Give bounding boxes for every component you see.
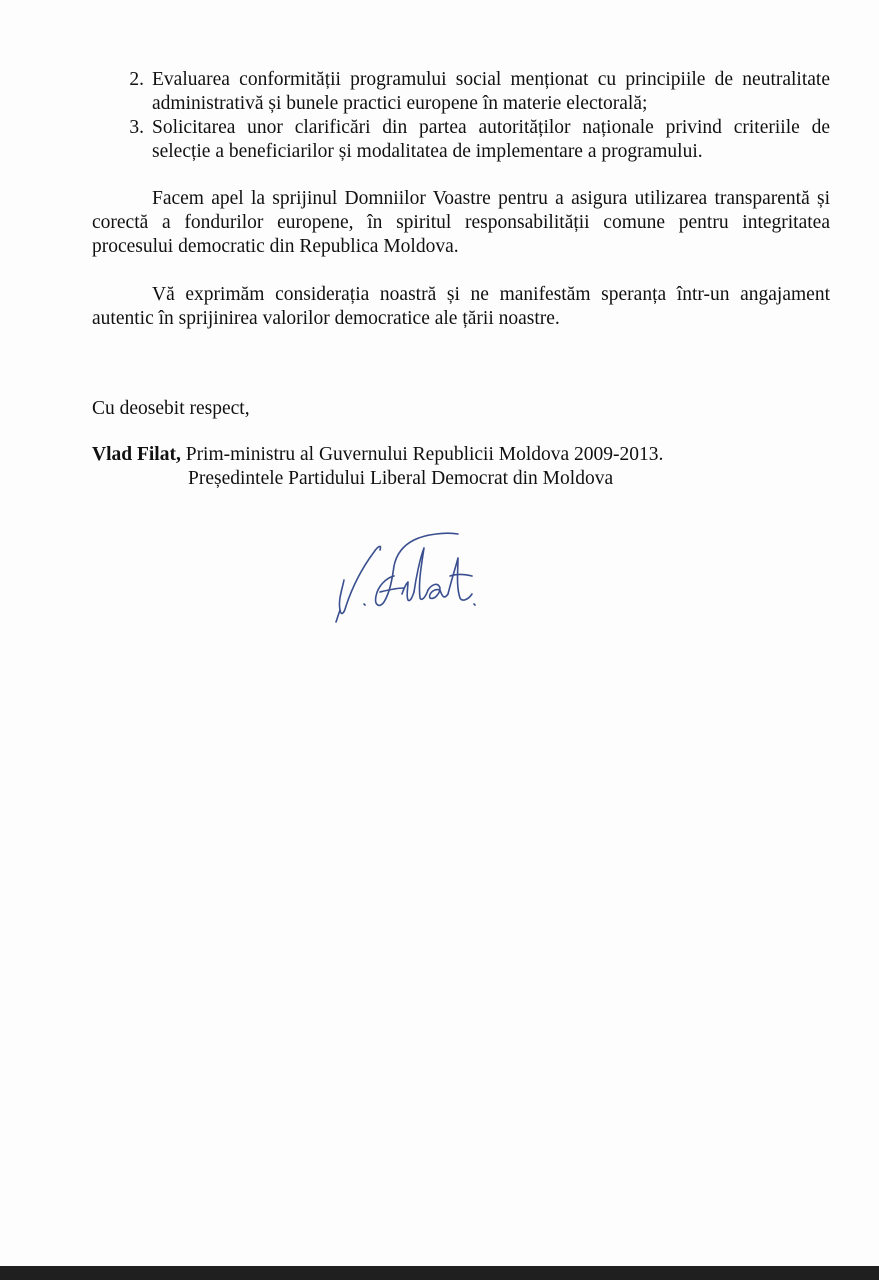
closing-salutation: Cu deosebit respect,: [92, 398, 250, 419]
list-item-number: 3.: [129, 117, 144, 138]
signatory-title: Prim-ministru al Guvernului Republicii Moldova 2009-2013.: [180, 444, 664, 465]
list-item-text: Solicitarea unor clarificări din partea autorităților naționale privind criteriile de selecție a beneficiarilor și modalitatea de implementare a programului.: [152, 117, 830, 162]
handwritten-signature-icon: [322, 518, 487, 638]
list-item-text: Evaluarea conformității programului social menționat cu principiile de neutralitate administrativă și bunele practici europene în materie electorală;: [152, 69, 830, 114]
signatory-line: [92, 443, 663, 467]
body-paragraph: Vă exprimăm considerația noastră și ne manifestăm speranța într-un angajament autentic în sprijinirea valorilor democratice ale țării noastre.: [92, 284, 830, 329]
list-item-number: 2.: [129, 69, 144, 90]
bottom-bar: [0, 1266, 879, 1280]
signatory-position: Președintele Partidului Liberal Democrat din Moldova: [188, 468, 614, 489]
numbered-list: [92, 68, 830, 164]
body-paragraph: Facem apel la sprijinul Domniilor Voastre pentru a asigura utilizarea transparentă și corectă a fondurilor europene, în spiritul responsabilității comune pentru integritatea procesului democratic din Republica Moldova.: [92, 188, 830, 257]
list-item: [92, 68, 830, 116]
signatory-block: [92, 443, 663, 491]
list-item: [92, 116, 830, 164]
signatory-name: Vlad Filat,: [92, 444, 181, 465]
